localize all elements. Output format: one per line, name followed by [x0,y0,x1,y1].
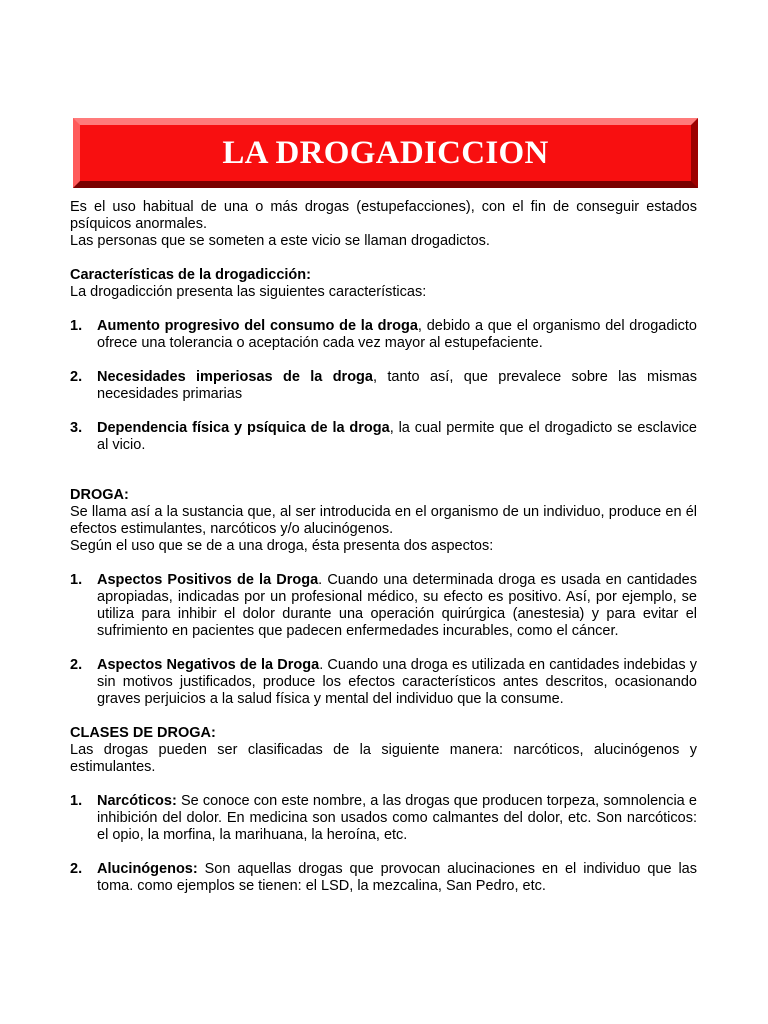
droga-aspects-list [70,572,697,708]
droga-heading: DROGA: [70,487,129,503]
list-number: 1. [70,793,83,809]
caracteristicas-list [70,318,697,454]
list-item [70,369,697,403]
clases-list [70,793,697,895]
list-term: Aspectos Negativos de la Droga [97,657,320,673]
list-number: 1. [70,572,83,588]
intro-paragraph: Es el uso habitual de una o más drogas (estupefacciones), con el fin de conseguir estados psíquicos anormales. [70,199,697,232]
clases-section [70,725,697,895]
list-text: . Cuando una determinada droga es usada en cantidades apropiadas, indicadas por un profesional médico, su efecto es positivo. Así, por ejemplo, se utiliza para inhibir el dolor durante una operación quirúrgica (anestesia) y para evitar el sufrimiento en pacientes que padecen enfermedades incurables, como el cáncer. [97,572,697,639]
list-number: 1. [70,318,83,334]
list-text: . Cuando una droga es utilizada en cantidades indebidas y sin motivos justificados, produce los efectos característicos antes descritos, ocasionando graves perjuicios a la salud física y mental del individuo que la consume. [97,657,698,707]
list-item [70,861,697,895]
list-number: 2. [70,657,83,673]
clases-heading: CLASES DE DROGA: [70,725,216,741]
list-term: Aspectos Positivos de la Droga [97,572,319,588]
list-term: Necesidades imperiosas de la droga [97,369,373,385]
page-title: LA DROGADICCION [222,134,549,171]
list-item [70,318,697,352]
caracteristicas-heading: Características de la drogadicción: [70,267,311,283]
list-term: Narcóticos: [97,793,177,809]
list-term: Dependencia física y psíquica de la droga [97,420,390,436]
list-number: 2. [70,861,83,877]
caracteristicas-section [70,267,697,454]
title-banner [73,118,698,188]
droga-aspects-lead: Según el uso que se de a una droga, ésta presenta dos aspectos: [70,538,494,554]
droga-definition: Se llama así a la sustancia que, al ser introducida en el organismo de un individuo, produce en él efectos estimulantes, narcóticos y/o alucinógenos. [70,504,697,537]
list-item [70,420,697,454]
list-number: 3. [70,420,83,436]
list-text: , debido a que el organismo del drogadicto ofrece una tolerancia o aceptación cada vez mayor al estupefaciente. [97,318,697,351]
list-term: Aumento progresivo del consumo de la droga [97,318,418,334]
document-body [70,199,697,895]
intro-paragraph-2: Las personas que se someten a este vicio se llaman drogadictos. [70,233,490,249]
list-item [70,572,697,640]
list-text: Son aquellas drogas que provocan alucinaciones en el individuo que las toma. como ejemplos se tienen: el LSD, la mezcalina, San Pedro, etc. [97,861,697,894]
list-number: 2. [70,369,83,385]
clases-lead: Las drogas pueden ser clasificadas de la siguiente manera: narcóticos, alucinógenos y estimulantes. [70,742,697,775]
list-text: , la cual permite que el drogadicto se esclavice al vicio. [97,420,697,453]
list-item [70,657,697,708]
caracteristicas-lead: La drogadicción presenta las siguientes características: [70,284,427,300]
list-term: Alucinógenos: [97,861,198,877]
droga-section [70,487,697,708]
list-text: Se conoce con este nombre, a las drogas que producen torpeza, somnolencia e inhibición del dolor. En medicina son usados como calmantes del dolor, etc. Son narcóticos: el opio, la morfina, la marihuana, la heroína, etc. [97,793,697,843]
list-text: , tanto así, que prevalece sobre las mismas necesidades primarias [97,369,697,402]
intro-section [70,199,697,250]
list-item [70,793,697,844]
